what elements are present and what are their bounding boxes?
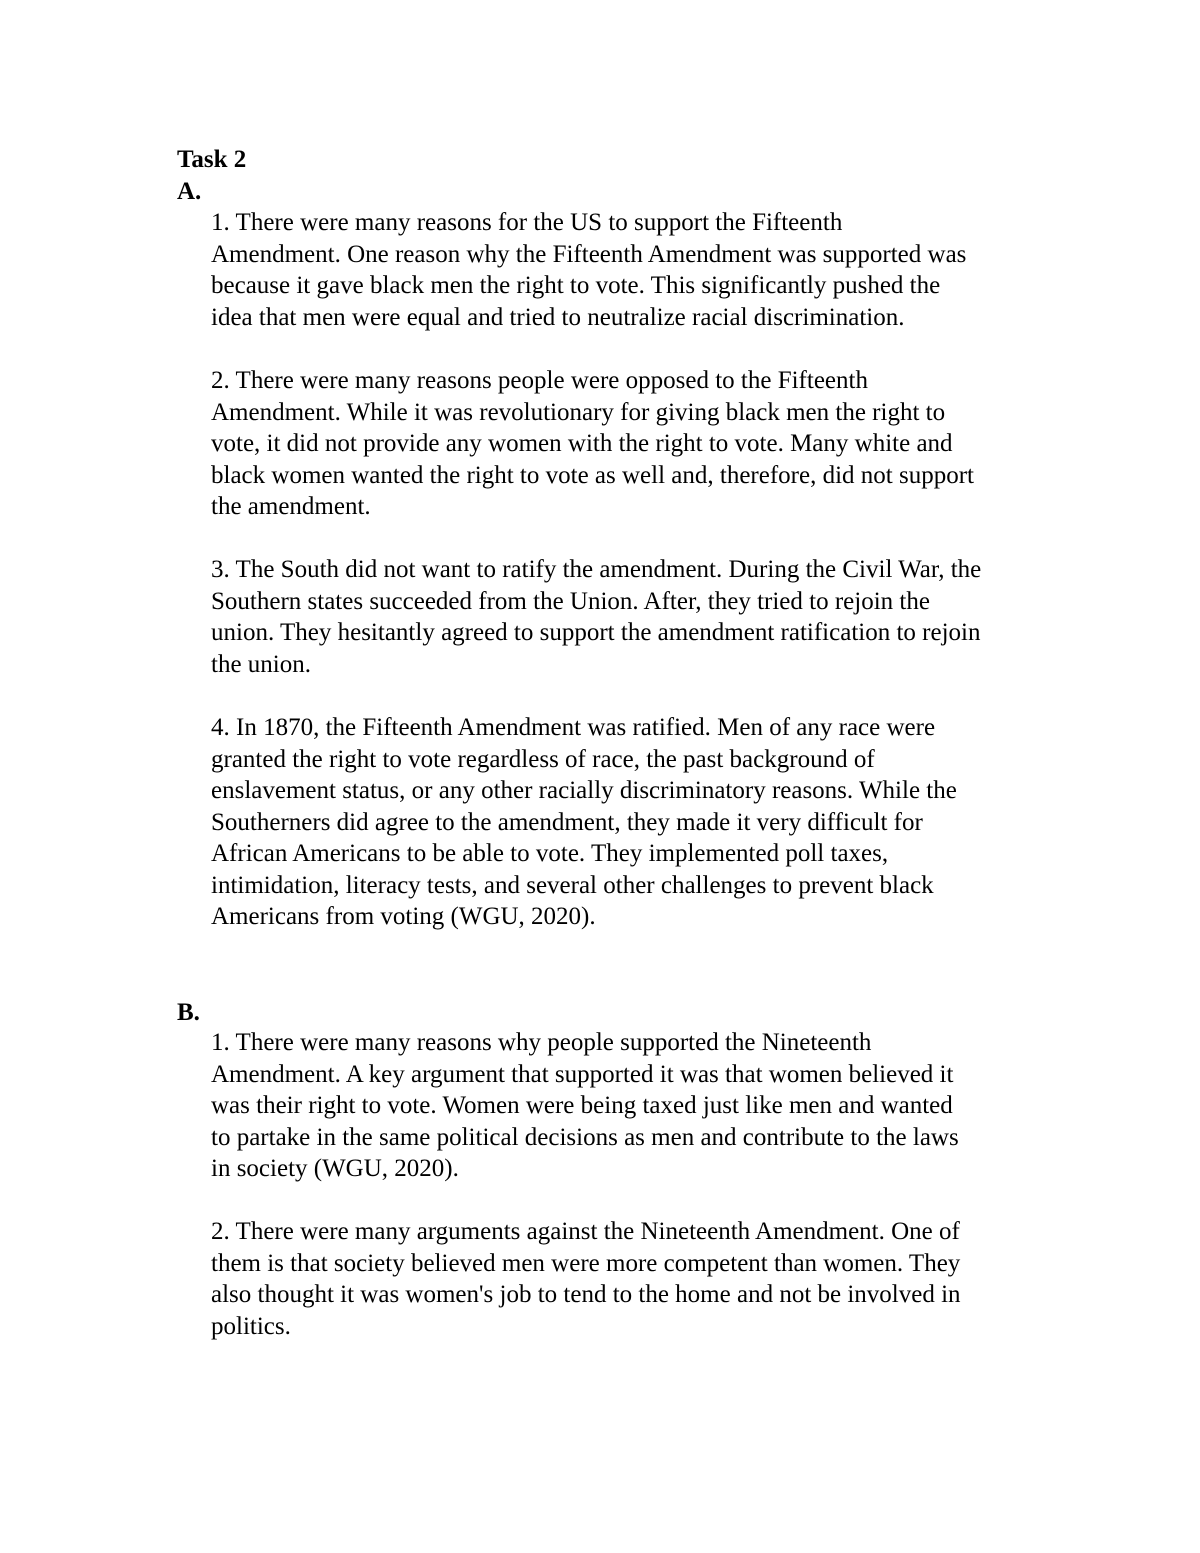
section-b-paragraph-2 [211, 1216, 1091, 1342]
text-line: 1. There were many reasons why people supported the Nineteenth [211, 1029, 872, 1056]
text-line: Southern states succeeded from the Union. After, they tried to rejoin the [211, 587, 930, 615]
section-b-label: B. [177, 999, 200, 1026]
text-line: because it gave black men the right to vote. This significantly pushed the [211, 272, 941, 299]
section-a-paragraph-4 [211, 712, 1091, 933]
text-line: union. They hesitantly agreed to support the amendment ratification to rejoin [211, 619, 981, 646]
section-a-paragraph-1 [211, 207, 1091, 333]
text-line: vote, it did not provide any women with the right to vote. Many white and [211, 430, 953, 457]
text-line: Southerners did agree to the amendment, they made it very difficult for [211, 808, 923, 836]
text-line: enslavement status, or any other racially discriminatory reasons. While the [211, 777, 957, 804]
text-line: idea that men were equal and tried to neutralize racial discrimination. [211, 303, 905, 331]
text-line: Amendment. One reason why the Fifteenth Amendment was supported was [211, 240, 967, 268]
page-title: Task 2 [177, 146, 247, 173]
text-line: them is that society believed men were more competent than women. They [211, 1249, 961, 1277]
section-b-paragraph-1 [211, 1027, 1091, 1185]
text-line: 4. In 1870, the Fifteenth Amendment was ratified. Men of any race were [211, 714, 936, 741]
text-line: 2. There were many arguments against the Nineteenth Amendment. One of [211, 1218, 960, 1245]
section-a-paragraph-3 [211, 554, 1091, 680]
text-line: the union. [211, 650, 311, 678]
text-line: Americans from voting (WGU, 2020). [211, 903, 596, 930]
section-a-label: A. [177, 178, 202, 205]
text-line: granted the right to vote regardless of race, the past background of [211, 745, 875, 773]
text-line: African Americans to be able to vote. They implemented poll taxes, [211, 840, 889, 867]
text-line: black women wanted the right to vote as well and, therefore, did not support [211, 461, 974, 489]
text-line: intimidation, literacy tests, and several other challenges to prevent black [211, 871, 934, 899]
text-line: Amendment. A key argument that supported it was that women believed it [211, 1060, 954, 1088]
text-line: 1. There were many reasons for the US to support the Fifteenth [211, 209, 843, 236]
text-line: 3. The South did not want to ratify the amendment. During the Civil War, the [211, 556, 982, 583]
text-line: 2. There were many reasons people were opposed to the Fifteenth [211, 367, 868, 394]
section-a-paragraph-2 [211, 365, 1091, 523]
text-line: was their right to vote. Women were being taxed just like men and wanted [211, 1092, 953, 1119]
text-line: also thought it was women's job to tend to the home and not be involved in [211, 1281, 961, 1308]
text-line: politics. [211, 1312, 291, 1340]
text-line: to partake in the same political decisions as men and contribute to the laws [211, 1123, 959, 1151]
text-line: Amendment. While it was revolutionary for giving black men the right to [211, 398, 946, 426]
text-line: in society (WGU, 2020). [211, 1155, 459, 1182]
text-line: the amendment. [211, 493, 371, 520]
